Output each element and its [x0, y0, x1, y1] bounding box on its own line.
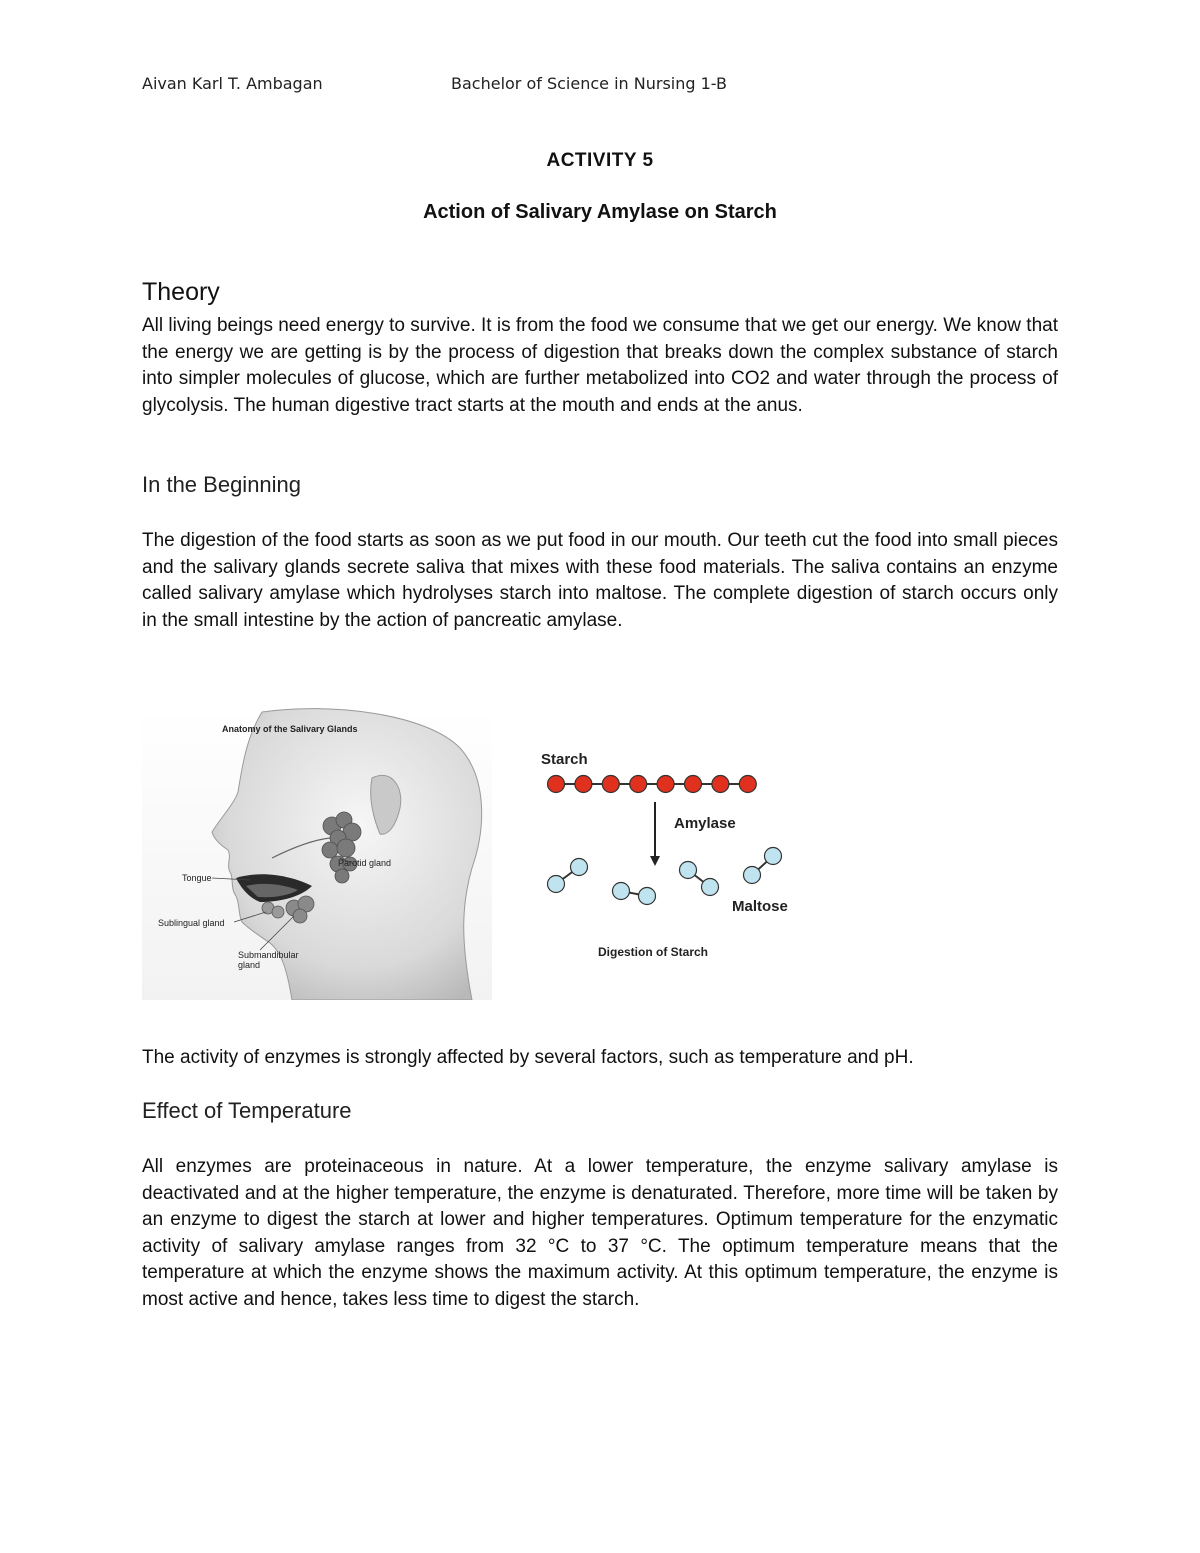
anatomy-figure-title: Anatomy of the Salivary Glands [222, 724, 358, 734]
submandibular-gland-label-line1: Submandibular [238, 950, 299, 960]
starch-unit [712, 776, 729, 793]
sublingual-gland-label: Sublingual gland [158, 918, 225, 928]
digestion-caption: Digestion of Starch [598, 945, 709, 959]
beginning-paragraph: The digestion of the food starts as soon as we put food in our mouth. Our teeth cut the food into small pieces and the salivary glands secrete saliva that mixes with these food materials. The saliva contains an enzyme called salivary amylase which hydrolyses starch into maltose. The complete digestion of starch occurs only in the small intestine by the action of pancreatic amylase. [142, 530, 1058, 631]
student-program: Bachelor of Science in Nursing 1-B [451, 74, 727, 93]
starch-unit [657, 776, 674, 793]
starch-unit [575, 776, 592, 793]
student-name: Aivan Karl T. Ambagan [142, 74, 323, 93]
theory-paragraph: All living beings need energy to survive. It is from the food we consume that we get our energy. We know that the energy we are getting is by the process of digestion that breaks down the complex substance of starch into simpler molecules of glucose, which are further metabolized into CO2 and water through the process of glycolysis. The human digestive tract starts at the mouth and ends at the anus. [142, 315, 1058, 416]
maltose-molecule [744, 848, 782, 884]
starch-unit [685, 776, 702, 793]
theory-heading: Theory [142, 278, 220, 306]
salivary-glands-illustration [142, 708, 492, 1000]
beginning-heading: In the Beginning [142, 472, 302, 497]
parotid-gland-label: Parotid gland [338, 858, 392, 868]
starch-unit [739, 776, 756, 793]
starch-digestion-figure [530, 740, 810, 970]
activity-number: ACTIVITY 5 [546, 150, 654, 171]
maltose-molecule [613, 883, 656, 905]
starch-label: Starch [541, 751, 588, 768]
temperature-heading: Effect of Temperature [142, 1098, 352, 1123]
maltose-label: Maltose [732, 898, 788, 915]
amylase-label: Amylase [674, 815, 736, 832]
maltose-molecule [680, 862, 719, 896]
starch-unit [548, 776, 565, 793]
maltose-molecules [548, 848, 782, 905]
starch-unit [602, 776, 619, 793]
factors-paragraph: The activity of enzymes is strongly affected by several factors, such as temperature and pH. [142, 1047, 914, 1068]
tongue-label: Tongue [182, 873, 212, 883]
page-title: Action of Salivary Amylase on Starch [423, 201, 777, 223]
page-header [142, 74, 1058, 98]
starch-digestion-diagram [530, 740, 810, 970]
submandibular-gland-label-line2: gland [238, 960, 261, 970]
starch-unit [630, 776, 647, 793]
temperature-paragraph: All enzymes are proteinaceous in nature. At a lower temperature, the enzyme salivary amylase is deactivated and at the higher temperature, the enzyme is denaturated. Therefore, more time will be taken by an enzyme to digest the starch at lower and higher temperatures. Optimum temperature for the enzymatic activity of salivary amylase ranges from 32 °C to 37 °C. The optimum temperature means that the temperature at which the enzyme shows the maximum activity. At this optimum temperature, the enzyme is most active and hence, takes less time to digest the starch. [142, 1156, 1058, 1310]
maltose-molecule [548, 859, 588, 893]
salivary-glands-figure [142, 708, 492, 1000]
